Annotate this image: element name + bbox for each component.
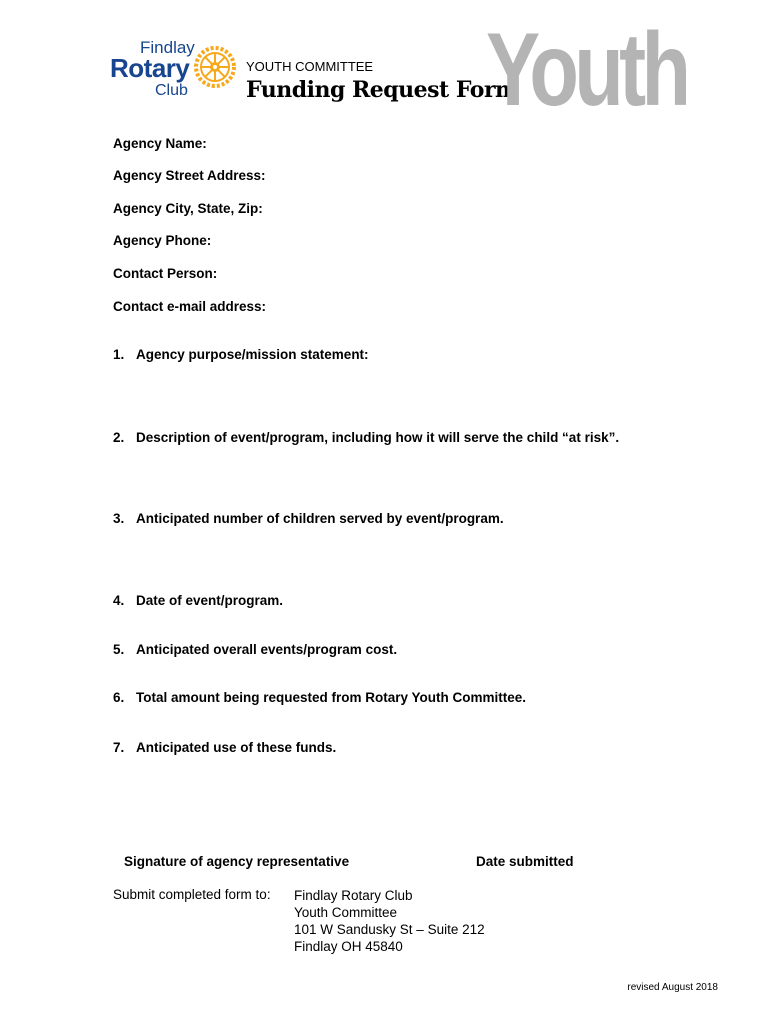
address-line: 101 W Sandusky St – Suite 212 (294, 922, 485, 937)
question-text: Agency purpose/mission statement: (136, 347, 369, 362)
question-5 (113, 642, 397, 657)
question-number: 1. (113, 347, 125, 362)
agency-name-label: Agency Name: (113, 136, 207, 151)
agency-phone-label: Agency Phone: (113, 233, 212, 248)
question-text: Anticipated overall events/program cost. (136, 642, 398, 657)
question-text: Description of event/program, including how it will serve the child “at risk”. (136, 430, 620, 445)
submit-to-label: Submit completed form to: (113, 887, 271, 902)
question-text: Date of event/program. (136, 593, 284, 608)
rotary-wheel-icon (192, 44, 238, 90)
question-text: Anticipated number of children served by event/program. (136, 511, 504, 526)
date-submitted-label: Date submitted (476, 854, 574, 869)
question-text: Anticipated use of these funds. (136, 740, 337, 755)
agency-street-address-label: Agency Street Address: (113, 168, 266, 183)
signature-label: Signature of agency representative (124, 854, 350, 869)
committee-label: YOUTH COMMITTEE (246, 59, 374, 74)
agency-city-state-zip-label: Agency City, State, Zip: (113, 201, 263, 216)
question-number: 4. (113, 593, 125, 608)
address-line: Findlay OH 45840 (294, 939, 403, 954)
contact-person-label: Contact Person: (113, 266, 218, 281)
question-number: 2. (113, 430, 125, 445)
contact-email-label: Contact e-mail address: (113, 299, 267, 314)
logo-findlay-text: Findlay (140, 38, 195, 57)
address-line: Youth Committee (294, 905, 398, 920)
findlay-rotary-logo (108, 38, 243, 102)
question-4 (113, 593, 283, 608)
question-number: 7. (113, 740, 125, 755)
question-3 (113, 511, 504, 526)
question-number: 3. (113, 511, 125, 526)
mailing-address (294, 887, 485, 955)
question-6 (113, 690, 526, 705)
question-number: 5. (113, 642, 125, 657)
question-text: Total amount being requested from Rotary Youth Committee. (136, 690, 527, 705)
question-2 (113, 430, 619, 445)
youth-banner-word: Youth (486, 12, 687, 128)
form-title: Funding Request Form (246, 77, 518, 103)
question-7 (113, 740, 336, 755)
logo-club-text: Club (155, 82, 188, 99)
logo-rotary-text: Rotary (110, 53, 190, 83)
question-number: 6. (113, 690, 125, 705)
question-1 (113, 347, 369, 362)
revision-note: revised August 2018 (627, 982, 718, 993)
address-line: Findlay Rotary Club (294, 888, 413, 903)
